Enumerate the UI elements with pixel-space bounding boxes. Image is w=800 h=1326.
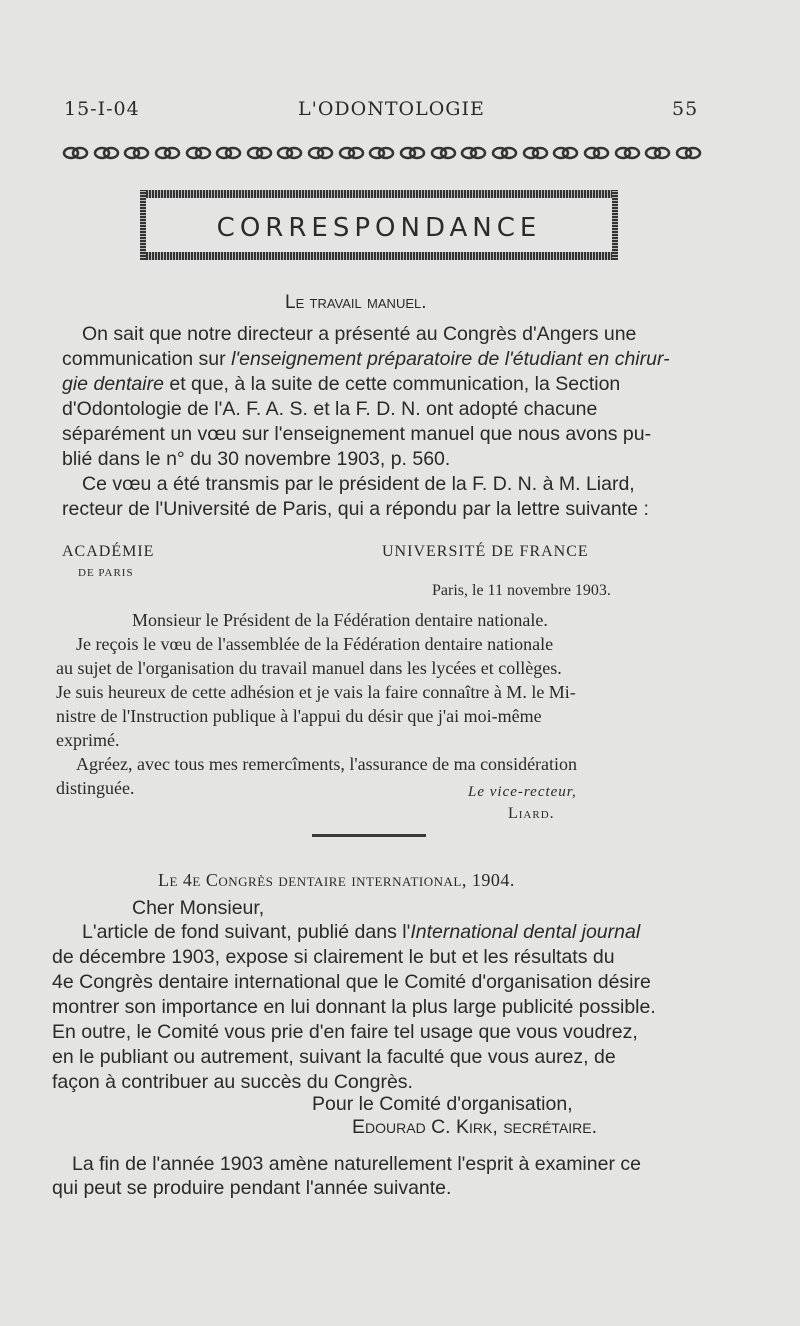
article-heading-congres: Le 4e Congrès dentaire international, 1904. bbox=[158, 870, 515, 890]
ornament-knot-icon bbox=[246, 144, 273, 162]
article2-final-line: qui peut se produire pendant l'année suivante. bbox=[52, 1177, 452, 1199]
italic-title-run: International dental journal bbox=[410, 921, 641, 943]
article2-line: 4e Congrès dentaire international que le Comité d'organisation désire bbox=[52, 971, 651, 993]
ornament-knot-icon bbox=[522, 144, 549, 162]
italic-title-run: l'enseignement préparatoire de l'étudiant en chirur- bbox=[231, 348, 670, 370]
ornament-knot-icon bbox=[491, 144, 518, 162]
article1-line: recteur de l'Université de Paris, qui a répondu par la lettre suivante : bbox=[62, 498, 649, 520]
header-journal-title: L'ODONTOLOGIE bbox=[298, 98, 485, 120]
ornament-knot-icon bbox=[430, 144, 457, 162]
ornament-knot-icon bbox=[338, 144, 365, 162]
article1-line: blié dans le n° du 30 novembre 1903, p. 560. bbox=[62, 448, 451, 470]
article2-line bbox=[82, 921, 640, 944]
letter-signature-name: Liard. bbox=[508, 805, 555, 822]
ornament-knot-icon bbox=[675, 144, 702, 162]
section-title-frame bbox=[140, 190, 618, 260]
frame-top-border bbox=[140, 190, 618, 198]
letterhead-academie: ACADÉMIE bbox=[62, 543, 155, 560]
article2-final-line: La fin de l'année 1903 amène naturellement l'esprit à examiner ce bbox=[72, 1153, 641, 1175]
article2-signature: Edourad C. Kirk, secrétaire. bbox=[352, 1116, 598, 1138]
article1-line bbox=[62, 348, 670, 371]
letter-line: au sujet de l'organisation du travail manuel dans les lycées et collèges. bbox=[56, 658, 562, 678]
ornament-knot-icon bbox=[276, 144, 303, 162]
ornament-knot-icon bbox=[93, 144, 120, 162]
ornament-border bbox=[62, 144, 702, 168]
ornament-knot-icon bbox=[215, 144, 242, 162]
ornament-knot-icon bbox=[62, 144, 89, 162]
article1-line: Ce vœu a été transmis par le président de la F. D. N. à M. Liard, bbox=[82, 473, 635, 495]
letterhead-universite: UNIVERSITÉ DE FRANCE bbox=[382, 543, 589, 560]
article2-salutation: Cher Monsieur, bbox=[132, 897, 265, 919]
ornament-knot-icon bbox=[154, 144, 181, 162]
header-date: 15-I-04 bbox=[64, 98, 140, 120]
article2-closing: Pour le Comité d'organisation, bbox=[312, 1093, 573, 1115]
article1-line: d'Odontologie de l'A. F. A. S. et la F. D. N. ont adopté chacune bbox=[62, 398, 598, 420]
letter-line: distinguée. bbox=[56, 778, 135, 798]
ornament-knot-icon bbox=[552, 144, 579, 162]
letter-signature-title: Le vice-recteur, bbox=[468, 784, 577, 800]
text-run: communication sur bbox=[62, 348, 226, 370]
ornament-knot-icon bbox=[399, 144, 426, 162]
article2-line: montrer son importance en lui donnant la plus large publicité possible. bbox=[52, 996, 656, 1018]
article1-line: On sait que notre directeur a présenté au Congrès d'Angers une bbox=[82, 323, 637, 345]
ornament-knot-icon bbox=[123, 144, 150, 162]
letter-line: exprimé. bbox=[56, 730, 120, 750]
ornament-knot-icon bbox=[185, 144, 212, 162]
frame-bottom-border bbox=[140, 252, 618, 260]
letterhead-de-paris: DE PARIS bbox=[78, 567, 134, 579]
ornament-knot-icon bbox=[583, 144, 610, 162]
letter-line: Je suis heureux de cette adhésion et je vais la faire connaître à M. le Mi- bbox=[56, 682, 576, 702]
article2-line: en le publiant ou autrement, suivant la faculté que vous aurez, de bbox=[52, 1046, 616, 1068]
letter-date: Paris, le 11 novembre 1903. bbox=[432, 582, 611, 599]
section-title: CORRESPONDANCE bbox=[216, 213, 542, 243]
letter-line: Je reçois le vœu de l'assemblée de la Fédération dentaire nationale bbox=[76, 634, 554, 654]
letter-line: nistre de l'Instruction publique à l'appui du désir que j'ai moi-même bbox=[56, 706, 542, 726]
letter-salutation: Monsieur le Président de la Fédération dentaire nationale. bbox=[132, 610, 548, 630]
article2-line: façon à contribuer au succès du Congrès. bbox=[52, 1071, 413, 1093]
header-page-number: 55 bbox=[672, 98, 699, 120]
ornament-knot-icon bbox=[307, 144, 334, 162]
ornament-knot-icon bbox=[614, 144, 641, 162]
article1-line: séparément un vœu sur l'enseignement manuel que nous avons pu- bbox=[62, 423, 652, 445]
section-divider bbox=[312, 834, 426, 837]
letter-line: Agréez, avec tous mes remercîments, l'assurance de ma considération bbox=[76, 754, 578, 774]
ornament-knot-icon bbox=[644, 144, 671, 162]
text-run: et que, à la suite de cette communication, la Section bbox=[169, 373, 621, 395]
ornament-knot-icon bbox=[460, 144, 487, 162]
text-run: L'article de fond suivant, publié dans l' bbox=[82, 921, 411, 943]
article2-line: En outre, le Comité vous prie d'en faire tel usage que vous voudrez, bbox=[52, 1021, 638, 1043]
article-heading-travail-manuel: Le travail manuel. bbox=[285, 292, 427, 313]
ornament-knot-icon bbox=[368, 144, 395, 162]
article2-line: de décembre 1903, expose si clairement le but et les résultats du bbox=[52, 946, 615, 968]
article1-line bbox=[62, 373, 620, 396]
italic-title-run: gie dentaire bbox=[62, 373, 164, 395]
